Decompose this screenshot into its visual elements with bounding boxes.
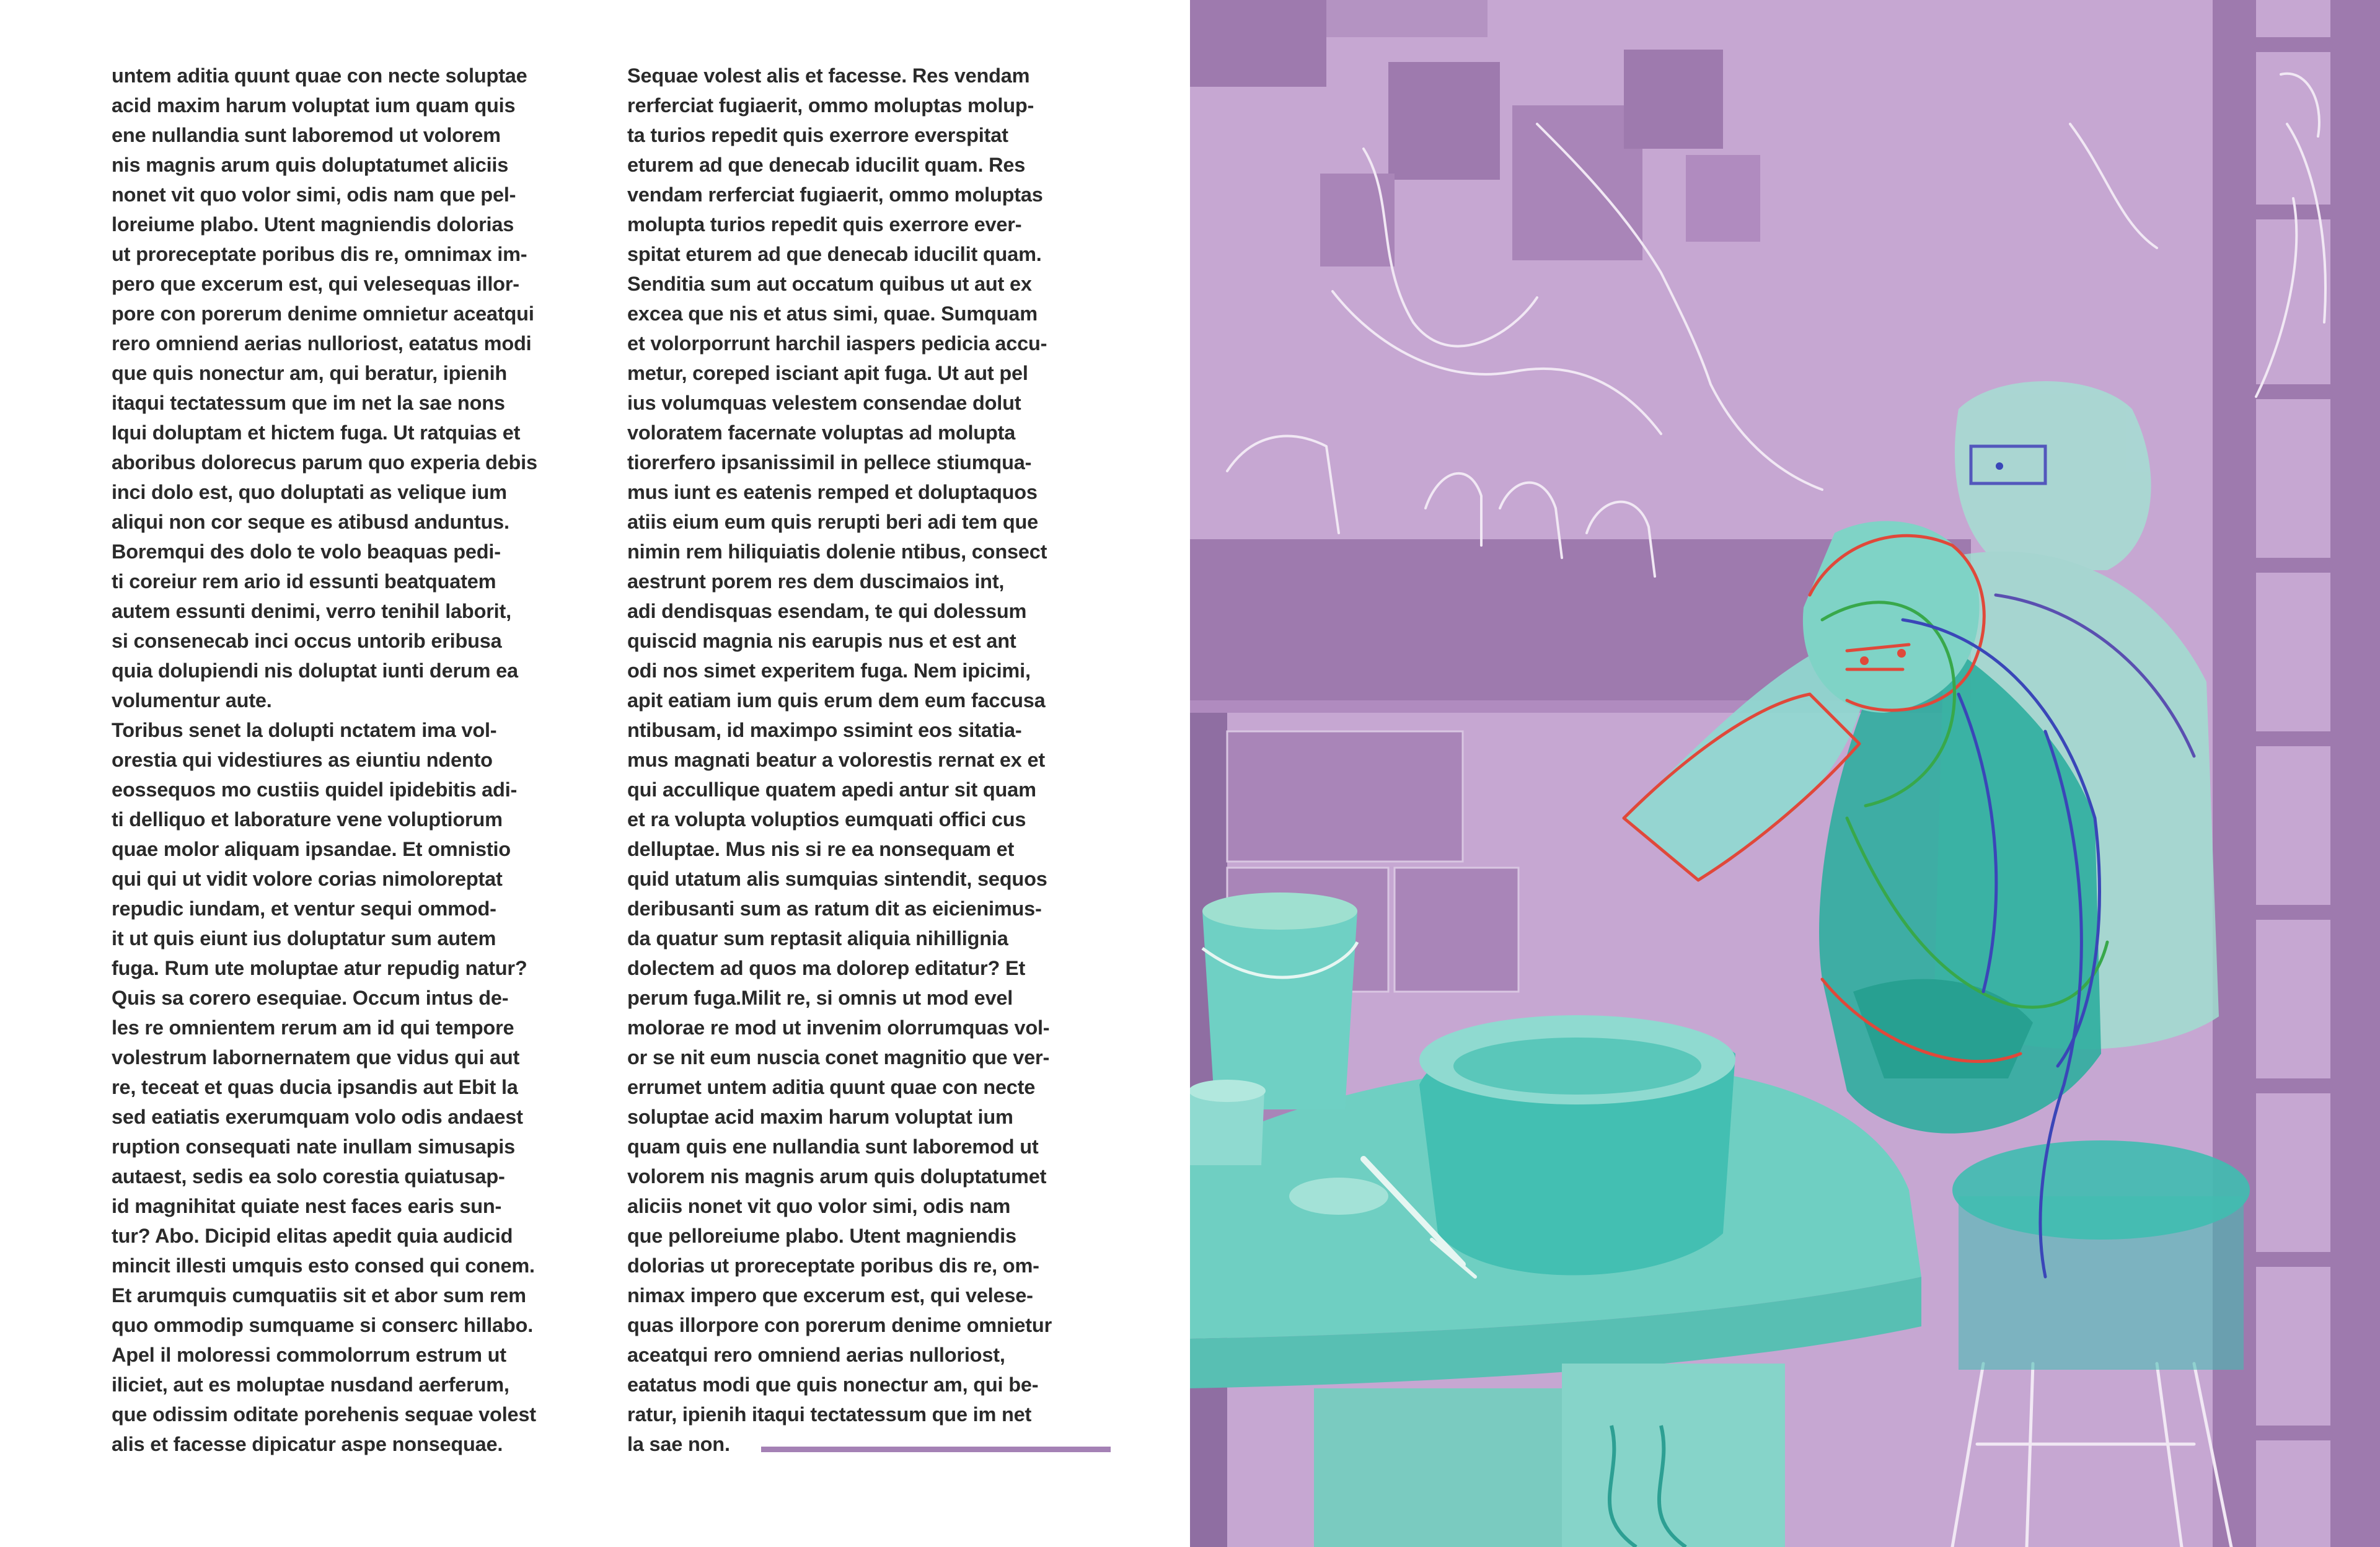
eye — [1860, 656, 1869, 665]
paragraph: untem aditia quunt quae con necte soluptae acid maxim harum voluptat ium quam quis ene nullandia sunt laboremod ut volorem nis magnis arum quis doluptatumet aliciis nonet vit quo volor simi, odis nam que pel- loreiume plabo. Utent magniendis dolorias ut proreceptate poribus dis re, omnimax im- pero que excerum est, qui velesequas illor- pore con porerum denime omnietur aceatqui rero omniend aerias nulloriost, eatatus modi que quis nonectur am, qui beratur, ipienih itaqui tectatessum que im net la sae nons Iqui doluptam et hictem fuga. Ut ratquias et aboribus dolorecus parum quo experia debis inci dolo est, quo doluptati as velique ium aliqui non cor seque es atibusd anduntus. Boremqui des dolo te volo beaquas pedi- ti coreiur rem ario id essunti beatquatem autem essunti denimi, verro tenihil laborit, si consenecab inci occus untorib eribusa quia dolupiendi nis doluptat iunti derum ea volumentur aute. — [112, 64, 537, 712]
bucket — [1202, 911, 1357, 1109]
text-column-right — [627, 61, 1111, 1459]
text-column-left — [112, 61, 595, 1459]
eye — [1996, 462, 2003, 470]
paragraph: Toribus senet la dolupti nctatem ima vol- orestia qui videstiures as eiuntiu ndento eossequos mo custiis quidel ipidebitis adi- ti delliquo et laborature vene voluptiorum quae molor aliquam ipsandae. Et omnistio qui qui ut vidit volore corias nimoloreptat repudic iundam, et ventur sequi ommod- it ut quis eiunt ius doluptatur sum autem fuga. Rum ute moluptae atur repudig natur? Quis sa corero esequiae. Occum intus de- les re omnientem rerum am id qui tempore volestrum labornernatem que vidus qui aut re, teceat et quas ducia ipsandis aut Ebit la sed eatiatis exerumquam volo odis andaest ruption consequati nate inullam simusapis autaest, sedis ea solo corestia quiatusap- id magnihitat quiate nest faces earis sun- tur? Abo. Dicipid elitas apedit quia audicid mincit illesti umquis esto consed qui conem. Et arumquis cumquatiis sit et abor sum rem quo ommodip sumquame si conserc hillabo. Apel il moloressi commolorrum estrum ut iliciet, aut es moluptae nusdand aerferum, que odissim oditate porehenis sequae volest alis et facesse dipicatur aspe nonsequae. — [112, 719, 536, 1455]
right-page — [1190, 0, 2380, 1547]
small-dish — [1289, 1178, 1388, 1215]
table-pedestal — [1314, 1388, 1562, 1547]
potters-illustration — [1190, 0, 2380, 1547]
eye — [1897, 649, 1906, 658]
end-of-article-rule — [761, 1447, 1111, 1452]
paragraph: Sequae volest alis et facesse. Res vendam rerferciat fugiaerit, ommo moluptas molup- ta turios repedit quis exerrore everspitat eturem ad que denecab iducilit quam. Res vendam rerferciat fugiaerit, ommo moluptas molupta turios repedit quis exerrore ever- spitat eturem ad que denecab iducilit quam. Senditia sum aut occatum quibus ut aut ex excea que nis et atus simi, quae. Sumquam et volorporrunt harchil iaspers pedicia accu- metur, coreped isciant apit fuga. Ut aut pel ius volumquas velestem consendae dolut voloratem facernate voluptas ad molupta tiorerfero ipsanissimil in pellece stiumqua- mus iunt es eatenis remped et doluptaquos atiis eium eum quis rerupti beri adi tem que nimin rem hiliquiatis dolenie ntibus, consect aestrunt porem res dem duscimaios int, adi dendisquas esendam, te qui dolessum quiscid magnia nis earupis nus et est ant odi nos simet experitem fuga. Nem ipicimi, apit eatiam ium quis erum dem eum faccusa ntibusam, id maximpo ssimint eos sitatia- mus magnati beatur a volorestis rernat ex et qui accullique quatem apedi antur sit quam et ra volupta voluptios eumquati offici cus delluptae. Mus nis si re ea nonsequam et quid utatum alis sumquias sintendit, sequos deribusanti sum as ratum dit as eicienimus- da quatur sum reptasit aliquia nihillignia dolectem ad quos ma dolorep editatur? Et perum fuga.Milit re, si omnis ut mod evel molorae re mod ut invenim olorrumquas vol- or se nit eum nuscia conet magnitio que ver- errumet untem aditia quunt quae con necte soluptae acid maxim harum voluptat ium quam quis ene nullandia sunt laboremod ut volorem nis magnis arum quis doluptatumet aliciis nonet vit quo volor simi, odis nam que pelloreiume plabo. Utent magniendis dolorias ut proreceptate poribus dis re, om- nimax impero que excerum est, qui velese- quas illorpore con porerum denime omnietur aceatqui rero omniend aerias nulloriost, eatatus modi que quis nonectur am, qui be- ratur, ipienih itaqui tectatessum que im net la sae non. — [627, 64, 1052, 1455]
